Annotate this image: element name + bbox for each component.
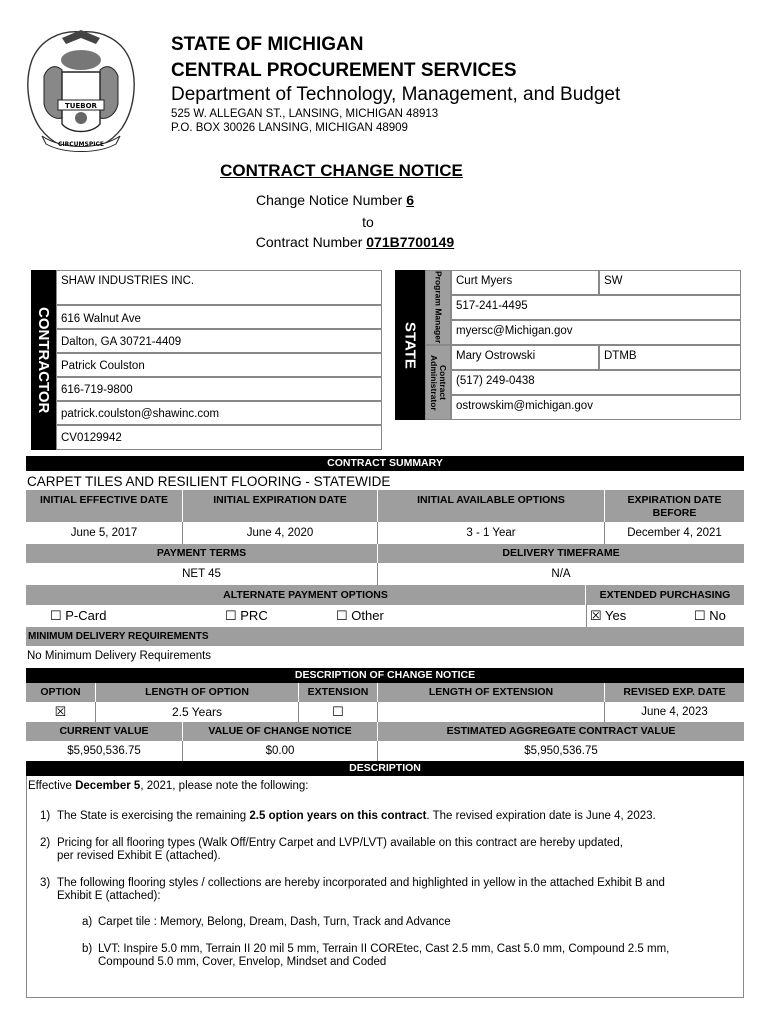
header-address-2: P.O. BOX 30026 LANSING, MICHIGAN 48909	[171, 122, 408, 134]
michigan-seal-logo	[22, 26, 140, 154]
contractor-city: Dalton, GA 30721-4409	[56, 329, 382, 353]
col-option: OPTION	[26, 683, 96, 702]
col-length-extension: LENGTH OF EXTENSION	[378, 683, 605, 702]
expiration-date-before: December 4, 2021	[627, 527, 722, 539]
initial-expiration-date: June 4, 2020	[183, 522, 378, 544]
payment-terms-label: PAYMENT TERMS	[26, 544, 378, 563]
min-delivery-label: MINIMUM DELIVERY REQUIREMENTS	[26, 627, 744, 646]
change-notice-label: Change Notice Number	[256, 192, 407, 208]
contractor-vendor-id: CV0129942	[56, 425, 382, 450]
initial-available-options: 3 - 1 Year	[378, 522, 605, 544]
col-initial-options: INITIAL AVAILABLE OPTIONS	[378, 490, 605, 522]
prc-checkbox[interactable]: ☐ PRC	[225, 608, 268, 623]
program-manager-label: Program Manager	[433, 271, 444, 344]
contract-number: 071B7700149	[366, 234, 455, 250]
item-3b-line-2: Compound 5.0 mm, Cover, Envelop, Mindset and Coded	[98, 956, 387, 968]
divider	[586, 605, 587, 627]
item-1-text	[57, 810, 737, 823]
extension-checkbox[interactable]: ☐	[299, 702, 378, 722]
item-2-line-1: Pricing for all flooring types (Walk Off/Entry Carpet and LVP/LVT) available on this contract are hereby updated,	[57, 837, 623, 849]
intro-pre: Effective	[28, 780, 76, 792]
program-manager-label-cell	[425, 270, 451, 345]
item-3b-line-1: LVT: Inspire 5.0 mm, Terrain II 20 mil 5 mm, Terrain II COREtec, Cast 2.5 mm, Cast 5.0 mm, Compound 2.5 mm,	[98, 943, 670, 955]
pm-phone: 517-241-4495	[451, 295, 741, 320]
value-of-change: $0.00	[183, 741, 378, 761]
col-extension: EXTENSION	[299, 683, 378, 702]
description-intro	[28, 780, 308, 793]
extended-yes-checkbox[interactable]: ☒ Yes	[590, 608, 627, 623]
ca-phone: (517) 249-0438	[451, 370, 741, 395]
contractor-email: patrick.coulston@shawinc.com	[56, 401, 382, 425]
item-3a-text: Carpet tile : Memory, Belong, Dream, Dash, Turn, Track and Advance	[98, 916, 451, 928]
contract-number-label: Contract Number	[255, 234, 367, 250]
item-1-number: 1)	[40, 810, 51, 822]
description-header: DESCRIPTION	[26, 761, 744, 776]
col-revised-exp: REVISED EXP. DATE	[623, 686, 726, 698]
delivery-timeframe-label: DELIVERY TIMEFRAME	[502, 547, 620, 559]
change-notice-header: DESCRIPTION OF CHANGE NOTICE	[26, 668, 744, 683]
current-value: $5,950,536.75	[26, 741, 183, 761]
pm-name: Curt Myers	[451, 270, 599, 295]
option-checkbox[interactable]: ☒	[26, 702, 96, 722]
extended-no-checkbox[interactable]: ☐ No	[694, 608, 726, 623]
ca-agency: DTMB	[599, 345, 741, 370]
item-3-line-2: Exhibit E (attached):	[57, 890, 161, 902]
contract-summary-header: CONTRACT SUMMARY	[26, 456, 744, 471]
item-1-post: . The revised expiration date is June 4, 2023.	[426, 810, 656, 822]
state-sidebar-label: STATE	[401, 321, 419, 369]
length-of-option: 2.5 Years	[96, 702, 299, 722]
pcard-checkbox[interactable]: ☐ P-Card	[50, 608, 107, 623]
col-estimated-value: ESTIMATED AGGREGATE CONTRACT VALUE	[446, 725, 676, 737]
contract-number-line	[0, 234, 710, 250]
item-3-line-1: The following flooring styles / collections are hereby incorporated and highlighted in yellow in the attached Exhibit B and	[57, 877, 665, 889]
item-2-line-2: per revised Exhibit E (attached).	[57, 850, 221, 862]
alt-payment-label: ALTERNATE PAYMENT OPTIONS	[26, 585, 586, 605]
delivery-timeframe-value: N/A	[551, 568, 571, 580]
col-expiration-before: EXPIRATION DATE BEFORE	[627, 494, 722, 519]
contractor-contact: Patrick Coulston	[56, 353, 382, 377]
contract-admin-label: Contract Administrator	[429, 354, 448, 411]
col-initial-effective: INITIAL EFFECTIVE DATE	[26, 490, 183, 522]
contractor-street: 616 Walnut Ave	[56, 305, 382, 329]
extended-purchasing-label: EXTENDED PURCHASING	[599, 589, 731, 601]
intro-post: , 2021, please note the following:	[140, 780, 309, 792]
other-checkbox[interactable]: ☐ Other	[336, 608, 384, 623]
col-value-change: VALUE OF CHANGE NOTICE	[183, 722, 378, 741]
estimated-aggregate-value: $5,950,536.75	[524, 745, 598, 757]
state-sidebar	[395, 270, 425, 420]
initial-effective-date: June 5, 2017	[26, 522, 183, 544]
page-title: CONTRACT CHANGE NOTICE	[220, 161, 463, 180]
min-delivery-value: No Minimum Delivery Requirements	[27, 650, 212, 662]
pm-agency: SW	[599, 270, 741, 295]
header-department: Department of Technology, Management, and Budget	[171, 84, 621, 105]
header-cps: CENTRAL PROCUREMENT SERVICES	[171, 60, 517, 81]
svg-text:CIRCUMSPICE: CIRCUMSPICE	[58, 141, 104, 148]
contractor-name: SHAW INDUSTRIES INC.	[56, 270, 382, 305]
contract-description: CARPET TILES AND RESILIENT FLOORING - STATEWIDE	[27, 473, 391, 489]
header-state: STATE OF MICHIGAN	[171, 34, 364, 55]
svg-text:TUEBOR: TUEBOR	[65, 102, 97, 110]
contractor-phone: 616-719-9800	[56, 377, 382, 401]
payment-terms-value: NET 45	[26, 563, 378, 585]
ca-name: Mary Ostrowski	[451, 345, 599, 370]
contractor-sidebar	[31, 270, 56, 450]
revised-exp-date: June 4, 2023	[641, 706, 708, 718]
item-3a-number: a)	[82, 916, 93, 928]
header-address-1: 525 W. ALLEGAN ST., LANSING, MICHIGAN 48913	[171, 108, 439, 120]
col-initial-expiration: INITIAL EXPIRATION DATE	[183, 490, 378, 522]
item-2-number: 2)	[40, 837, 51, 849]
length-of-extension	[378, 702, 605, 722]
col-current-value: CURRENT VALUE	[26, 722, 183, 741]
intro-date: December 5	[75, 780, 141, 792]
contract-admin-label-cell	[425, 345, 451, 420]
item-3b-number: b)	[82, 943, 93, 955]
item-3-number: 3)	[40, 877, 51, 889]
contractor-sidebar-label: CONTRACTOR	[35, 306, 52, 414]
pm-email: myersc@Michigan.gov	[451, 320, 741, 345]
to-label: to	[362, 214, 374, 230]
item-1-bold: 2.5 option years on this contract	[249, 810, 427, 822]
change-notice-number: 6	[406, 192, 414, 208]
change-notice-line	[0, 192, 670, 208]
ca-email: ostrowskim@michigan.gov	[451, 395, 741, 420]
item-1-pre: The State is exercising the remaining	[57, 810, 250, 822]
col-length-option: LENGTH OF OPTION	[96, 683, 299, 702]
